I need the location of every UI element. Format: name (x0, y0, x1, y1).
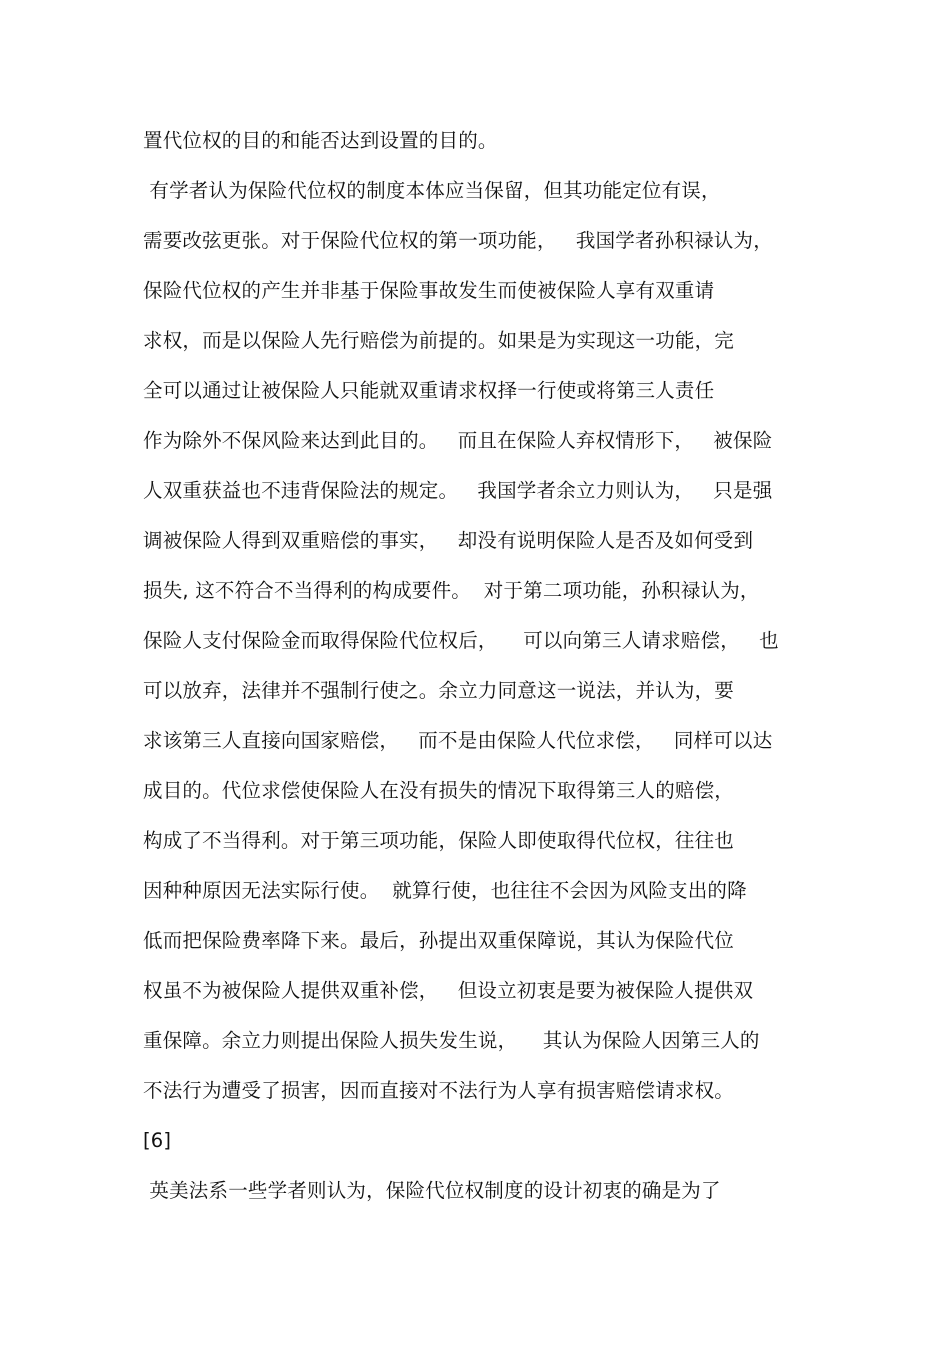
citation-marker: [6] (143, 1129, 172, 1152)
text-line: 保险人支付保险金而取得保险代位权后， 可以向第三人请求赔偿， 也 (143, 629, 779, 652)
text-line: 英美法系一些学者则认为，保险代位权制度的设计初衷的确是为了 (143, 1179, 721, 1202)
text-line: 需要改弦更张。对于保险代位权的第一项功能， 我国学者孙积禄认为， (143, 229, 773, 252)
text-line: 因种种原因无法实际行使。 就算行使，也往往不会因为风险支出的降 (143, 879, 747, 902)
text-line: 调被保险人得到双重赔偿的事实， 却没有说明保险人是否及如何受到 (143, 529, 754, 552)
text-line: 可以放弃，法律并不强制行使之。余立力同意这一说法，并认为，要 (143, 679, 735, 702)
text-line: 不法行为遭受了损害，因而直接对不法行为人享有损害赔偿请求权。 (143, 1079, 735, 1102)
text-line: 权虽不为被保险人提供双重补偿， 但设立初衷是要为被保险人提供双 (143, 979, 754, 1002)
text-line: 成目的。代位求偿使保险人在没有损失的情况下取得第三人的赔偿， (143, 779, 735, 802)
text-line: 作为除外不保风险来达到此目的。 而且在保险人弃权情形下， 被保险 (143, 429, 773, 452)
text-line: 求该第三人直接向国家赔偿， 而不是由保险人代位求偿， 同样可以达 (143, 729, 773, 752)
text-line: 有学者认为保险代位权的制度本体应当保留，但其功能定位有误， (143, 179, 721, 202)
text-line: 低而把保险费率降下来。最后，孙提出双重保障说，其认为保险代位 (143, 929, 735, 952)
text-line: 重保障。余立力则提出保险人损失发生说， 其认为保险人因第三人的 (143, 1029, 760, 1052)
text-line: 损失, 这不符合不当得利的构成要件。 对于第二项功能，孙积禄认为， (143, 579, 760, 602)
text-line: 保险代位权的产生并非基于保险事故发生而使被保险人享有双重请 (143, 279, 715, 302)
text-line: 人双重获益也不违背保险法的规定。 我国学者余立力则认为， 只是强 (143, 479, 773, 502)
text-line: 构成了不当得利。对于第三项功能，保险人即使取得代位权，往往也 (143, 829, 735, 852)
text-line: 置代位权的目的和能否达到设置的目的。 (143, 129, 498, 152)
text-line: 求权，而是以保险人先行赔偿为前提的。如果是为实现这一功能，完 (143, 329, 735, 352)
text-line: 全可以通过让被保险人只能就双重请求权择一行使或将第三人责任 (143, 379, 715, 402)
